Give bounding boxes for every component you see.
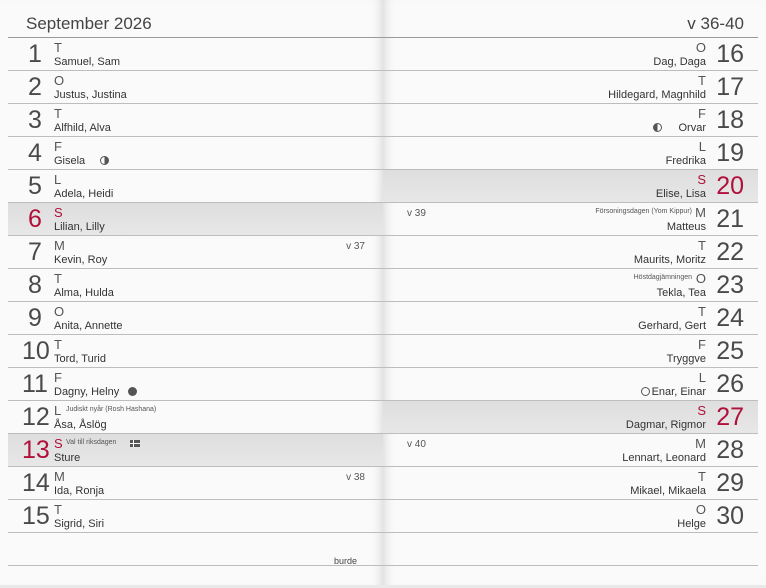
name-day: Adela, Heidi	[54, 188, 114, 200]
name-day: Helge	[677, 518, 706, 530]
name-day: Orvar	[678, 122, 706, 134]
day-row[interactable]	[8, 137, 383, 170]
day-row[interactable]	[8, 302, 383, 335]
name-day: Samuel, Sam	[54, 56, 121, 68]
name-day: Lilian, Lilly	[54, 221, 105, 233]
name-day: Elise, Lisa	[655, 188, 706, 200]
name-day: Sture	[54, 452, 81, 464]
day-row[interactable]	[8, 71, 383, 104]
day-number: 5	[28, 172, 42, 200]
day-row[interactable]	[383, 137, 758, 170]
day-number: 18	[716, 106, 744, 134]
day-number: 13	[22, 436, 50, 464]
day-number: 26	[716, 370, 744, 398]
day-row[interactable]	[383, 104, 758, 137]
day-row[interactable]	[383, 302, 758, 335]
holiday-note: Försoningsdagen (Yom Kippur)	[595, 208, 692, 215]
weekday-letter: O	[54, 73, 65, 88]
weekday-letter: M	[695, 436, 706, 451]
day-row[interactable]	[8, 401, 383, 434]
name-day: Dag, Daga	[653, 56, 706, 68]
day-number: 16	[716, 40, 744, 68]
weekday-letter: F	[698, 337, 706, 352]
day-number: 25	[716, 337, 744, 365]
day-number: 11	[22, 370, 48, 398]
day-number: 12	[22, 403, 50, 431]
day-row-sunday[interactable]	[383, 170, 758, 203]
week-number: v 40	[407, 439, 426, 450]
week-number: v 38	[346, 472, 365, 483]
day-number: 21	[716, 205, 744, 233]
weekday-letter: S	[54, 205, 63, 220]
name-day: Mikael, Mikaela	[630, 485, 706, 497]
left-day-list	[8, 38, 383, 566]
name-day: Alfhild, Alva	[54, 122, 111, 134]
day-row[interactable]	[8, 104, 383, 137]
blank-row	[383, 533, 758, 566]
full-moon-icon	[128, 387, 137, 396]
day-row-sunday[interactable]	[8, 434, 383, 467]
day-number: 7	[28, 238, 42, 266]
day-number: 27	[716, 403, 744, 431]
day-row-sunday[interactable]	[8, 203, 383, 236]
day-number: 22	[716, 238, 744, 266]
day-number: 19	[716, 139, 744, 167]
day-number: 8	[28, 271, 42, 299]
day-number: 6	[28, 205, 42, 233]
weekday-letter: F	[698, 106, 706, 121]
name-day: Anita, Annette	[54, 320, 123, 332]
weekday-letter: T	[698, 304, 706, 319]
name-day: Tryggve	[666, 353, 706, 365]
weekday-letter: T	[698, 469, 706, 484]
brand-logo: burde	[334, 556, 358, 566]
weekday-letter: O	[54, 304, 65, 319]
day-number: 28	[716, 436, 744, 464]
weekday-letter: T	[54, 337, 62, 352]
weekday-letter: S	[54, 436, 63, 451]
day-number: 17	[716, 73, 744, 101]
new-moon-icon	[641, 387, 650, 396]
day-row[interactable]	[383, 500, 758, 533]
right-page	[383, 0, 766, 585]
weekday-letter: L	[54, 172, 62, 187]
day-row[interactable]	[8, 236, 383, 269]
weekday-letter: F	[54, 139, 62, 154]
week-number: v 39	[407, 208, 426, 219]
name-day: Dagmar, Rigmor	[625, 419, 706, 431]
day-number: 20	[716, 172, 744, 200]
weekday-letter: M	[695, 205, 706, 220]
day-row[interactable]	[383, 335, 758, 368]
month-title: September 2026	[26, 14, 152, 33]
weekday-letter: S	[697, 403, 706, 418]
right-day-list	[383, 38, 758, 566]
name-day: Alma, Hulda	[54, 287, 114, 299]
weekday-letter: O	[695, 40, 706, 55]
day-number: 10	[22, 337, 50, 365]
holiday-note: Höstdagjämningen	[633, 274, 692, 281]
weekday-letter: S	[697, 172, 706, 187]
blank-row	[8, 533, 383, 566]
name-day: Hildegard, Magnhild	[608, 89, 706, 101]
day-number: 2	[28, 73, 42, 101]
week-range-title: v 36-40	[687, 14, 744, 33]
day-number: 9	[28, 304, 42, 332]
day-row[interactable]	[8, 269, 383, 302]
weekday-letter: F	[54, 370, 62, 385]
holiday-note: Val till riksdagen	[66, 439, 117, 446]
day-number: 4	[28, 139, 42, 167]
day-number: 23	[716, 271, 744, 299]
day-row[interactable]	[8, 368, 383, 401]
day-row[interactable]	[8, 170, 383, 203]
day-row[interactable]	[383, 203, 758, 236]
weekday-letter: O	[695, 271, 706, 286]
left-page	[0, 0, 383, 585]
day-row[interactable]	[8, 38, 383, 71]
weekday-letter: T	[54, 106, 62, 121]
weekday-letter: T	[54, 40, 62, 55]
day-number: 30	[716, 502, 744, 530]
name-day: Sigrid, Siri	[54, 518, 105, 530]
weekday-letter: L	[54, 403, 62, 418]
weekday-letter: L	[698, 370, 706, 385]
name-day: Lennart, Leonard	[622, 452, 706, 464]
day-row[interactable]	[383, 38, 758, 71]
weekday-letter: M	[54, 238, 65, 253]
day-number: 15	[22, 502, 50, 530]
day-row[interactable]	[383, 236, 758, 269]
last-quarter-moon-icon	[653, 123, 662, 132]
weekday-letter: T	[698, 73, 706, 88]
name-day: Matteus	[666, 221, 706, 233]
name-day: Dagny, Helny	[54, 386, 120, 398]
day-number: 24	[716, 304, 744, 332]
day-row[interactable]	[383, 71, 758, 104]
weekday-letter: T	[698, 238, 706, 253]
name-day: Ida, Ronja	[54, 485, 105, 497]
name-day: Gisela	[54, 155, 86, 167]
name-day: Tord, Turid	[54, 353, 106, 365]
day-row[interactable]	[8, 467, 383, 500]
name-day: Justus, Justina	[54, 89, 127, 101]
name-day: Tekla, Tea	[656, 287, 706, 299]
day-row[interactable]	[383, 269, 758, 302]
day-number: 3	[28, 106, 42, 134]
weekday-letter: T	[54, 502, 62, 517]
name-day: Maurits, Moritz	[633, 254, 706, 266]
day-row[interactable]	[383, 368, 758, 401]
holiday-note: Judiskt nyår (Rosh Hashana)	[66, 406, 157, 413]
day-number: 1	[28, 40, 42, 68]
day-row[interactable]	[8, 335, 383, 368]
name-day: Kevin, Roy	[54, 254, 108, 266]
name-day: Enar, Einar	[651, 386, 706, 398]
day-row[interactable]	[383, 434, 758, 467]
weekday-letter: M	[54, 469, 65, 484]
name-day: Gerhard, Gert	[638, 320, 706, 332]
day-row-sunday[interactable]	[383, 401, 758, 434]
day-row[interactable]	[383, 467, 758, 500]
day-row[interactable]	[8, 500, 383, 533]
swedish-flag-icon	[130, 440, 140, 447]
day-number: 29	[716, 469, 744, 497]
name-day: Fredrika	[665, 155, 706, 167]
day-number: 14	[22, 469, 50, 497]
weekday-letter: O	[695, 502, 706, 517]
weekday-letter: L	[698, 139, 706, 154]
first-quarter-moon-icon	[100, 156, 109, 165]
name-day: Åsa, Åslög	[54, 419, 107, 431]
weekday-letter: T	[54, 271, 62, 286]
week-number: v 37	[346, 241, 365, 252]
